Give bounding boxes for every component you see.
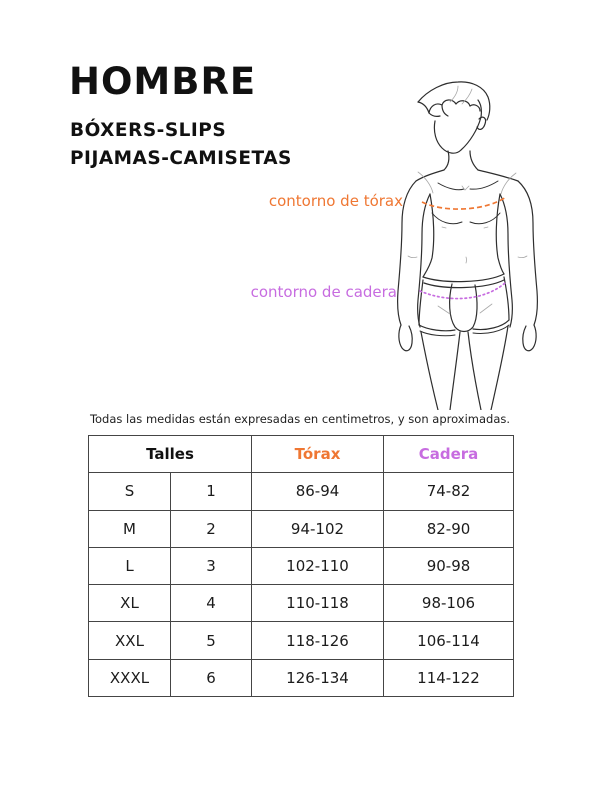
torax-cell: 94-102 — [252, 510, 384, 547]
size-number-cell: 5 — [171, 622, 252, 659]
cadera-cell: 82-90 — [384, 510, 514, 547]
male-torso-drawing — [392, 80, 552, 410]
category-line-2: PIJAMAS-CAMISETAS — [70, 148, 292, 169]
male-figure-illustration — [392, 80, 552, 410]
measurements-note: Todas las medidas están expresadas en centimetros, y son aproximadas. — [89, 412, 511, 426]
table-row — [89, 659, 514, 696]
table-row — [89, 547, 514, 584]
size-number-cell: 3 — [171, 547, 252, 584]
table-row — [89, 622, 514, 659]
size-number-cell: 4 — [171, 585, 252, 622]
size-cell: XXL — [89, 622, 171, 659]
torax-cell: 86-94 — [252, 473, 384, 510]
torax-cell: 126-134 — [252, 659, 384, 696]
torax-cell: 102-110 — [252, 547, 384, 584]
page-title: HOMBRE — [69, 60, 257, 103]
size-table-header-row — [89, 436, 514, 473]
size-cell: M — [89, 510, 171, 547]
size-table — [88, 435, 514, 697]
chest-measure-label: contorno de tórax — [268, 192, 403, 210]
column-header-talles: Talles — [89, 436, 252, 473]
size-cell: XL — [89, 585, 171, 622]
table-row — [89, 473, 514, 510]
hip-measure-label: contorno de cadera — [250, 283, 397, 301]
size-cell: L — [89, 547, 171, 584]
cadera-cell: 98-106 — [384, 585, 514, 622]
size-number-cell: 6 — [171, 659, 252, 696]
chest-measure-line — [422, 197, 506, 209]
category-line-1: BÓXERS-SLIPS — [70, 120, 227, 141]
size-number-cell: 1 — [171, 473, 252, 510]
column-header-cadera: Cadera — [384, 436, 514, 473]
cadera-cell: 106-114 — [384, 622, 514, 659]
column-header-torax: Tórax — [252, 436, 384, 473]
cadera-cell: 114-122 — [384, 659, 514, 696]
table-row — [89, 585, 514, 622]
torax-cell: 118-126 — [252, 622, 384, 659]
table-row — [89, 510, 514, 547]
size-number-cell: 2 — [171, 510, 252, 547]
cadera-cell: 74-82 — [384, 473, 514, 510]
cadera-cell: 90-98 — [384, 547, 514, 584]
size-cell: S — [89, 473, 171, 510]
size-cell: XXXL — [89, 659, 171, 696]
torax-cell: 110-118 — [252, 585, 384, 622]
